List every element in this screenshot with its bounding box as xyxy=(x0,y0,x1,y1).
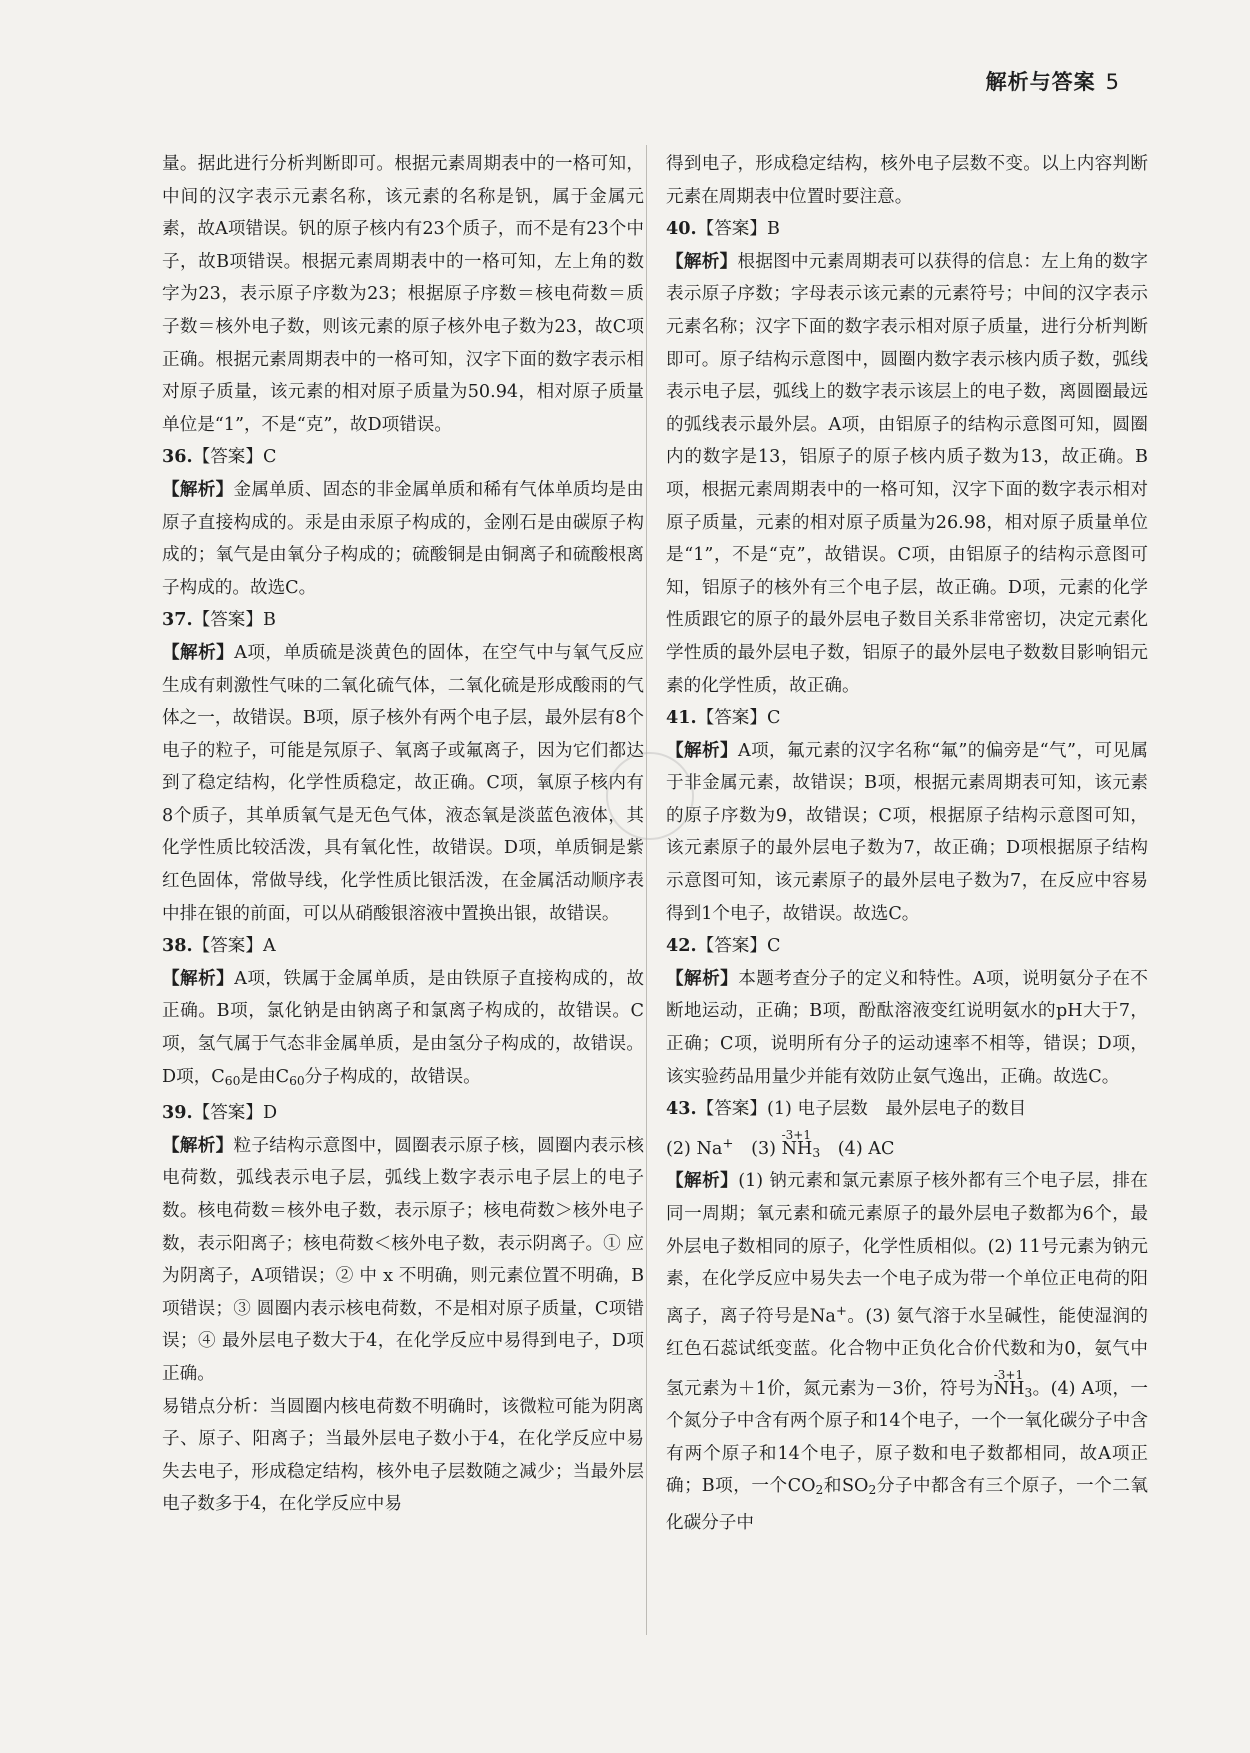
q40-number: 40. xyxy=(666,218,697,240)
q43-a1: (1) 电子层数 最外层电子的数目 xyxy=(767,1099,1027,1120)
page-header xyxy=(986,66,1120,96)
q39-answer-value: D xyxy=(263,1103,278,1124)
nh3-subscript: 3 xyxy=(812,1145,821,1160)
q40-text: 根据图中元素周期表可以获得的信息：左上角的数字表示原子序数；字母表示该元素的元素符号；中间的汉字表示元素名称；汉字下面的数字表示相对原子质量，进行分析判断即可。原子结构示意图中，圆圈内数字表示核内质子数，弧线表示电子层，弧线上的数字表示该层上的电子数，离圆圈最远的弧线表示最外层。A项，由铝原子的结构示意图可知，圆圈内的数字是13，铝原子的原子核内质子数为13，故正确。B项，根据元素周期表中的一格可知，汉字下面的数字表示相对原子质量，元素的相对原子质量为26.98，相对原子质量单位是“1”，不是“克”，故错误。C项，由铝原子的结构示意图可知，铝原子的核外有三个电子层，故正确。D项，元素的化学性质跟它的原子的最外层电子数目关系非常密切，决定元素化学性质的最外层电子数，铝原子的最外层电子数数目影响铝元素的化学性质，故正确。 xyxy=(666,251,1148,696)
q39-label: 【答案】 xyxy=(192,1103,263,1124)
nh3-valence: -3+1 xyxy=(781,1127,811,1142)
nh3-text: NH xyxy=(993,1378,1025,1399)
q36-jx: 【解析】 xyxy=(162,478,234,500)
na-superscript: + xyxy=(835,1303,847,1319)
q41-analysis xyxy=(666,735,1148,931)
q43-a4: (4) AC xyxy=(837,1138,895,1159)
q38-text-c: 分子构成的，故错误。 xyxy=(304,1066,481,1087)
q41-label: 【答案】 xyxy=(696,708,767,729)
q37-text: A项，单质硫是淡黄色的固体，在空气中与氧气反应生成有刺激性气味的二氧化硫气体，二氧化硫是形成酸雨的气体之一，故错误。B项，原子核外有两个电子层，最外层有8个电子的粒子，可能是氖原子、氧离子或氟离子，因为它们都达到了稳定结构，化学性质稳定，故正确。C项，氧原子核内有8个质子，其单质氧气是无色气体，液态氧是淡蓝色液体，其化学性质比较活泼，具有氧化性，故错误。D项，单质铜是紫红色固体，常做导线，化学性质比银活泼，在金属活动顺序表中排在银的前面，可以从硝酸银溶液中置换出银，故错误。 xyxy=(162,642,644,924)
nh3-subscript: 3 xyxy=(1024,1385,1033,1400)
q39-text: 粒子结构示意图中，圆圈表示原子核，圆圈内表示核电荷数，弧线表示电子层，弧线上数字表示电子层上的电子数。核电荷数＝核外电子数，表示原子；核电荷数＞核外电子数，表示阳离子；核电荷数＜核外电子数，表示阴离子。① 应为阴离子，A项错误；② 中 x 不明确，则元素位置不明确，B项错误；③ 圆圈内表示核电荷数，不是相对原子质量，C项错误；④ 最外层电子数大于4，在化学反应中易得到电子，D项正确。 xyxy=(162,1135,644,1385)
c60-subscript: 60 xyxy=(289,1073,305,1088)
so2-subscript: 2 xyxy=(868,1483,877,1498)
q39-jx: 【解析】 xyxy=(162,1134,234,1156)
q37-answer xyxy=(162,604,644,637)
page-number: 5 xyxy=(1105,70,1120,94)
q43-answer xyxy=(666,1093,1148,1126)
q38-jx: 【解析】 xyxy=(162,967,235,989)
q41-answer xyxy=(666,702,1148,735)
q43-analysis xyxy=(666,1165,1148,1539)
q43-a2: (2) Na xyxy=(666,1138,723,1159)
q42-answer xyxy=(666,930,1148,963)
q43-t2: 。(3) 氨气溶于水呈碱性，能使湿润的红色石蕊试纸变蓝。化合物中正负化合价代数和为0，氨气中氢元素为＋1价，氮元素为－3价，符号为 xyxy=(666,1306,1148,1399)
column-divider xyxy=(646,145,647,1635)
q42-number: 42. xyxy=(666,935,697,957)
nh3-formula xyxy=(994,1366,1033,1402)
q39-analysis xyxy=(162,1130,644,1391)
q41-number: 41. xyxy=(666,707,697,729)
q43-a3: (3) xyxy=(751,1138,776,1159)
q36-text: 金属单质、固态的非金属单质和稀有气体单质均是由原子直接构成的。汞是由汞原子构成的，金刚石是由碳原子构成的；氧气是由氧分子构成的；硫酸铜是由铜离子和硫酸根离子构成的。故选C。 xyxy=(162,479,644,598)
c60-subscript: 60 xyxy=(224,1073,241,1088)
q42-analysis xyxy=(666,963,1148,1093)
right-continued: 得到电子，形成稳定结构，核外电子层数不变。以上内容判断元素在周期表中位置时要注意。 xyxy=(666,154,1148,207)
continued-paragraph: 量。据此进行分析判断即可。根据元素周期表中的一格可知，中间的汉字表示元素名称，该元素的名称是钒，属于金属元素，故A项错误。钒的原子核内有23个质子，而不是有23个中子，故B项错误。根据元素周期表中的一格可知，左上角的数字为23，表示原子序数为23；根据原子序数＝核电荷数＝质子数＝核外电子数，则该元素的原子核外电子数为23，故C项正确。根据元素周期表中的一格可知，汉字下面的数字表示相对原子质量，该元素的相对原子质量为50.94，相对原子质量单位是“1”，不是“克”，故D项错误。 xyxy=(162,154,644,435)
q37-jx: 【解析】 xyxy=(162,641,235,663)
q40-answer xyxy=(666,213,1148,246)
q40-label: 【答案】 xyxy=(696,219,767,240)
q38-label: 【答案】 xyxy=(192,936,263,957)
q39-answer xyxy=(162,1097,644,1130)
q41-text: A项，氟元素的汉字名称“氟”的偏旁是“气”，可见属于非金属元素，故错误；B项，根据元素周期表可知，该元素的原子序数为9，故错误；C项，根据原子结构示意图可知，该元素原子的最外层电子数为7，故正确；D项根据原子结构示意图可知，该元素原子的最外层电子数为7，在反应中容易得到1个电子，故错误。故选C。 xyxy=(666,740,1148,924)
q42-label: 【答案】 xyxy=(696,936,767,957)
q36-answer-value: C xyxy=(263,447,277,468)
q43-label: 【答案】 xyxy=(696,1099,767,1120)
q38-answer xyxy=(162,930,644,963)
q39-extra: 易错点分析：当圆圈内核电荷数不明确时，该微粒可能为阴离子、原子、阳离子；当最外层电子数小于4，在化学反应中易失去电子，形成稳定结构，核外电子层数随之减少；当最外层电子数多于4，在化学反应中易 xyxy=(162,1396,644,1515)
q37-label: 【答案】 xyxy=(192,610,263,631)
q37-analysis xyxy=(162,637,644,930)
q37-answer-value: B xyxy=(263,610,276,631)
q43-number: 43. xyxy=(666,1098,697,1120)
q41-answer-value: C xyxy=(767,708,781,729)
q37-number: 37. xyxy=(162,609,193,631)
q38-text-b: 是由C xyxy=(240,1066,290,1087)
nh3-formula xyxy=(782,1126,821,1162)
nh3-text: NH xyxy=(781,1138,813,1159)
q43-answer-line2 xyxy=(666,1126,1148,1166)
q39-number: 39. xyxy=(162,1102,193,1124)
q40-answer-value: B xyxy=(767,219,780,240)
q43-jx: 【解析】 xyxy=(666,1170,739,1192)
q42-jx: 【解析】 xyxy=(666,967,739,989)
q40-analysis xyxy=(666,246,1148,702)
q36-answer xyxy=(162,441,644,474)
q42-answer-value: C xyxy=(767,936,781,957)
na-superscript: + xyxy=(722,1136,734,1152)
q38-text-a: A项，铁属于金属单质，是由铁原子直接构成的，故正确。B项，氯化钠是由钠离子和氯离子构成的，故错误。C项，氢气属于气态非金属单质，是由氢分子构成的，故错误。D项，C xyxy=(162,968,644,1087)
co2-subscript: 2 xyxy=(815,1483,824,1498)
q43-t3: 。(4) A项，一个氮分子中含有两个原子和14个电子，一个一氧化碳分子中含有两个原子和14个电子，原子数和电子数都相同，故A项正确；B项，一个CO xyxy=(666,1378,1148,1497)
header-title: 解析与答案 xyxy=(985,70,1096,94)
right-column xyxy=(666,148,1148,1540)
q38-number: 38. xyxy=(162,935,193,957)
q43-t4: 和SO xyxy=(823,1476,869,1497)
q38-analysis xyxy=(162,963,644,1097)
q40-jx: 【解析】 xyxy=(666,250,738,272)
q36-number: 36. xyxy=(162,446,193,468)
left-column xyxy=(162,148,644,1521)
q36-analysis xyxy=(162,474,644,604)
q42-text: 本题考查分子的定义和特性。A项，说明氨分子在不断地运动，正确；B项，酚酞溶液变红说明氨水的pH大于7，正确；C项，说明所有分子的运动速率不相等，错误；D项，该实验药品用量少并能有效防止氨气逸出，正确。故选C。 xyxy=(666,968,1148,1087)
nh3-valence: -3+1 xyxy=(993,1367,1024,1382)
q36-label: 【答案】 xyxy=(192,447,263,468)
q43-t5: 分子中都含有三个原子，一个二氧化碳分子中 xyxy=(666,1476,1148,1534)
q41-jx: 【解析】 xyxy=(666,739,738,761)
q38-answer-value: A xyxy=(263,936,276,957)
q43-t1: (1) 钠元素和氯元素原子核外都有三个电子层，排在同一周期；氧元素和硫元素原子的最外层电子数都为6个，最外层电子数相同的原子，化学性质相似。(2) 11号元素为钠元素，在化学反应中易失去一个电子成为带一个单位正电荷的阳离子，离子符号是Na xyxy=(666,1171,1148,1327)
